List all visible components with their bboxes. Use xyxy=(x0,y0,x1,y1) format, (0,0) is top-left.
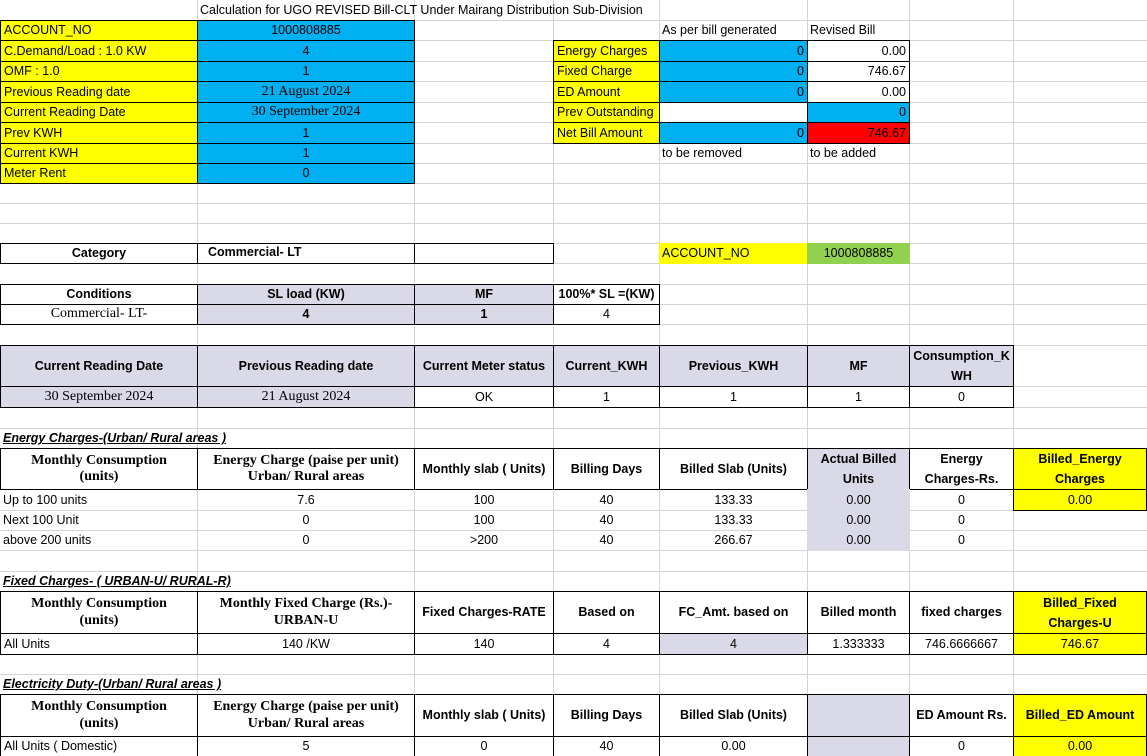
reading-value-consumption[interactable]: 0 xyxy=(909,386,1014,408)
energy-row1-consumption[interactable]: Up to 100 units xyxy=(3,492,88,507)
energy-header-charge[interactable]: Energy Charge (paise per unit) Urban/ Rural areas xyxy=(197,448,415,490)
energy-row2-charge[interactable]: 0 xyxy=(302,513,310,528)
conditions-sl-load-header[interactable]: SL load (KW) xyxy=(197,284,415,305)
ed-row-billed-slab[interactable]: 0.00 xyxy=(659,736,808,756)
fixed-section-title: Fixed Charges- ( URBAN-U/ RURAL-R) xyxy=(3,574,231,589)
energy-header-billing-days[interactable]: Billing Days xyxy=(553,448,660,490)
info-label-omf[interactable]: OMF : 1.0 xyxy=(0,61,198,82)
energy-row1-billed-slab[interactable]: 133.33 xyxy=(714,492,753,507)
fixed-row-fc-amt[interactable]: 4 xyxy=(659,633,808,655)
bill-revised-ed[interactable]: 0.00 xyxy=(807,81,910,103)
energy-header-actual-units[interactable]: Actual Billed Units xyxy=(807,448,910,490)
reading-value-current-date[interactable]: 30 September 2024 xyxy=(0,386,198,408)
category-label[interactable]: Category xyxy=(0,243,198,264)
info-value-omf[interactable]: 1 xyxy=(197,61,415,82)
ed-header-billing-days[interactable]: Billing Days xyxy=(553,694,660,737)
fixed-row-billed[interactable]: 746.67 xyxy=(1013,633,1147,655)
note-to-be-added[interactable]: to be added xyxy=(810,146,877,161)
energy-row3-billed-slab[interactable]: 266.67 xyxy=(714,533,753,548)
ed-header-billed[interactable]: Billed_ED Amount xyxy=(1013,694,1147,737)
fixed-row-billed-month[interactable]: 1.333333 xyxy=(807,633,910,655)
ed-header-amount[interactable]: ED Amount Rs. xyxy=(909,694,1014,737)
bill-label-net[interactable]: Net Bill Amount xyxy=(553,122,660,144)
fixed-header-based-on[interactable]: Based on xyxy=(553,591,660,634)
fixed-row-fixed-charges[interactable]: 746.6666667 xyxy=(909,633,1014,655)
bill-generated-net[interactable]: 0 xyxy=(659,122,808,144)
reading-header-current-kwh[interactable]: Current_KWH xyxy=(553,345,660,387)
bill-label-energy[interactable]: Energy Charges xyxy=(553,40,660,62)
reading-header-previous-kwh[interactable]: Previous_KWH xyxy=(659,345,808,387)
fixed-header-billed-month[interactable]: Billed month xyxy=(807,591,910,634)
reading-header-previous-date[interactable]: Previous Reading date xyxy=(197,345,415,387)
fixed-header-monthly-charge[interactable]: Monthly Fixed Charge (Rs.)-URBAN-U xyxy=(197,591,415,634)
reading-value-mf[interactable]: 1 xyxy=(807,386,910,408)
energy-header-billed-slab[interactable]: Billed Slab (Units) xyxy=(659,448,808,490)
energy-row1-slab[interactable]: 100 xyxy=(473,492,495,507)
ed-row-days[interactable]: 40 xyxy=(553,736,660,756)
category-account-label[interactable]: ACCOUNT_NO xyxy=(659,243,808,264)
conditions-sl-load-value[interactable]: 4 xyxy=(197,304,415,325)
bill-col-revised[interactable]: Revised Bill xyxy=(810,23,876,38)
bill-revised-prev-outstanding[interactable]: 0 xyxy=(807,102,910,123)
energy-header-consumption[interactable]: Monthly Consumption (units) xyxy=(0,448,198,490)
info-label-curr-kwh[interactable]: Current KWH xyxy=(0,143,198,164)
info-label-account[interactable]: ACCOUNT_NO xyxy=(0,20,198,41)
energy-row3-slab[interactable]: >200 xyxy=(469,533,499,548)
reading-header-meter-status[interactable]: Current Meter status xyxy=(414,345,554,387)
energy-row2-slab[interactable]: 100 xyxy=(473,513,495,528)
bill-label-prev-outstanding[interactable]: Prev Outstanding xyxy=(553,102,660,123)
fixed-row-monthly-charge[interactable]: 140 /KW xyxy=(197,633,415,655)
fixed-row-rate[interactable]: 140 xyxy=(414,633,554,655)
ed-header-slab[interactable]: Monthly slab ( Units) xyxy=(414,694,554,737)
energy-row3-charges[interactable]: 0 xyxy=(958,533,965,548)
category-value[interactable]: Commercial- LT xyxy=(197,243,415,264)
reading-value-current-kwh[interactable]: 1 xyxy=(553,386,660,408)
energy-row1-charges[interactable]: 0 xyxy=(958,492,965,507)
info-value-curr-date[interactable]: 30 September 2024 xyxy=(197,102,415,123)
info-label-meter-rent[interactable]: Meter Rent xyxy=(0,163,198,184)
bill-generated-prev-outstanding[interactable] xyxy=(659,102,808,123)
category-empty-cell[interactable] xyxy=(414,243,554,264)
energy-header-slab[interactable]: Monthly slab ( Units) xyxy=(414,448,554,490)
energy-section-title: Energy Charges-(Urban/ Rural areas ) xyxy=(3,431,226,446)
conditions-sl-pct-value[interactable]: 4 xyxy=(553,304,660,325)
info-label-prev-kwh[interactable]: Prev KWH xyxy=(0,122,198,144)
energy-row3-days[interactable]: 40 xyxy=(599,533,614,548)
info-label-prev-date[interactable]: Previous Reading date xyxy=(0,81,198,103)
bill-generated-energy[interactable]: 0 xyxy=(659,40,808,62)
category-account-value[interactable]: 1000808885 xyxy=(807,243,910,264)
energy-billed-value[interactable]: 0.00 xyxy=(1013,489,1147,511)
reading-value-meter-status[interactable]: OK xyxy=(414,386,554,408)
bill-generated-ed[interactable]: 0 xyxy=(659,81,808,103)
conditions-mf-header[interactable]: MF xyxy=(414,284,554,305)
conditions-mf-value[interactable]: 1 xyxy=(414,304,554,325)
bill-label-ed[interactable]: ED Amount xyxy=(553,81,660,103)
energy-row3-actual[interactable]: 0.00 xyxy=(807,530,910,551)
bill-label-fixed[interactable]: Fixed Charge xyxy=(553,61,660,82)
energy-row3-charge[interactable]: 0 xyxy=(302,533,310,548)
ed-row-billed[interactable]: 0.00 xyxy=(1013,736,1147,756)
fixed-row-consumption[interactable]: All Units xyxy=(0,633,198,655)
info-label-demand[interactable]: C.Demand/Load : 1.0 KW xyxy=(0,40,198,62)
conditions-sl-pct-header[interactable]: 100%* SL =(KW) xyxy=(553,284,660,305)
fixed-header-consumption[interactable]: Monthly Consumption (units) xyxy=(0,591,198,634)
energy-row2-charges[interactable]: 0 xyxy=(958,513,965,528)
reading-value-previous-kwh[interactable]: 1 xyxy=(659,386,808,408)
energy-row3-consumption[interactable]: above 200 units xyxy=(3,533,92,548)
fixed-header-rate[interactable]: Fixed Charges-RATE xyxy=(414,591,554,634)
bill-revised-fixed[interactable]: 746.67 xyxy=(807,61,910,82)
info-value-prev-date[interactable]: 21 August 2024 xyxy=(197,81,415,103)
energy-row2-consumption[interactable]: Next 100 Unit xyxy=(3,513,79,528)
info-value-account[interactable]: 1000808885 xyxy=(197,20,415,41)
info-label-curr-date[interactable]: Current Reading Date xyxy=(0,102,198,123)
ed-row-consumption[interactable]: All Units ( Domestic) xyxy=(0,736,198,756)
energy-header-charges-rs[interactable]: Energy Charges-Rs. xyxy=(909,448,1014,490)
ed-row-charge[interactable]: 5 xyxy=(197,736,415,756)
info-value-prev-kwh[interactable]: 1 xyxy=(197,122,415,144)
info-value-meter-rent[interactable]: 0 xyxy=(197,163,415,184)
reading-header-current-date[interactable]: Current Reading Date xyxy=(0,345,198,387)
info-value-demand[interactable]: 4 xyxy=(197,40,415,62)
note-to-be-removed[interactable]: to be removed xyxy=(662,146,742,161)
bill-col-generated[interactable]: As per bill generated xyxy=(662,23,777,38)
energy-row1-actual[interactable]: 0.00 xyxy=(807,489,910,511)
bill-generated-fixed[interactable]: 0 xyxy=(659,61,808,82)
info-value-curr-kwh[interactable]: 1 xyxy=(197,143,415,164)
ed-header-empty[interactable] xyxy=(807,694,910,737)
energy-row2-days[interactable]: 40 xyxy=(599,513,614,528)
ed-row-amount[interactable]: 0 xyxy=(909,736,1014,756)
ed-header-consumption[interactable]: Monthly Consumption (units) xyxy=(0,694,198,737)
ed-header-billed-slab[interactable]: Billed Slab (Units) xyxy=(659,694,808,737)
conditions-header[interactable]: Conditions xyxy=(0,284,198,305)
bill-revised-energy[interactable]: 0.00 xyxy=(807,40,910,62)
ed-row-empty[interactable] xyxy=(807,736,910,756)
energy-row2-billed-slab[interactable]: 133.33 xyxy=(714,513,753,528)
ed-section-title: Electricity Duty-(Urban/ Rural areas ) xyxy=(3,677,222,692)
ed-header-charge[interactable]: Energy Charge (paise per unit) Urban/ Rural areas xyxy=(197,694,415,737)
energy-header-billed[interactable]: Billed_Energy Charges xyxy=(1013,448,1147,490)
energy-row2-actual[interactable]: 0.00 xyxy=(807,510,910,531)
fixed-header-billed[interactable]: Billed_Fixed Charges-U xyxy=(1013,591,1147,634)
energy-row1-days[interactable]: 40 xyxy=(599,492,614,507)
fixed-row-based-on[interactable]: 4 xyxy=(553,633,660,655)
conditions-category-value[interactable]: Commercial- LT- xyxy=(0,304,198,325)
reading-header-mf[interactable]: MF xyxy=(807,345,910,387)
sheet-title: Calculation for UGO REVISED Bill-CLT Under Mairang Distribution Sub-Division xyxy=(200,3,643,18)
fixed-header-fixed-charges[interactable]: fixed charges xyxy=(909,591,1014,634)
ed-row-slab[interactable]: 0 xyxy=(414,736,554,756)
bill-revised-net[interactable]: 746.67 xyxy=(807,122,910,144)
energy-row1-charge[interactable]: 7.6 xyxy=(297,492,315,507)
reading-header-consumption[interactable]: Consumption_KWH xyxy=(909,345,1014,387)
reading-value-previous-date[interactable]: 21 August 2024 xyxy=(197,386,415,408)
fixed-header-fc-amt[interactable]: FC_Amt. based on xyxy=(659,591,808,634)
